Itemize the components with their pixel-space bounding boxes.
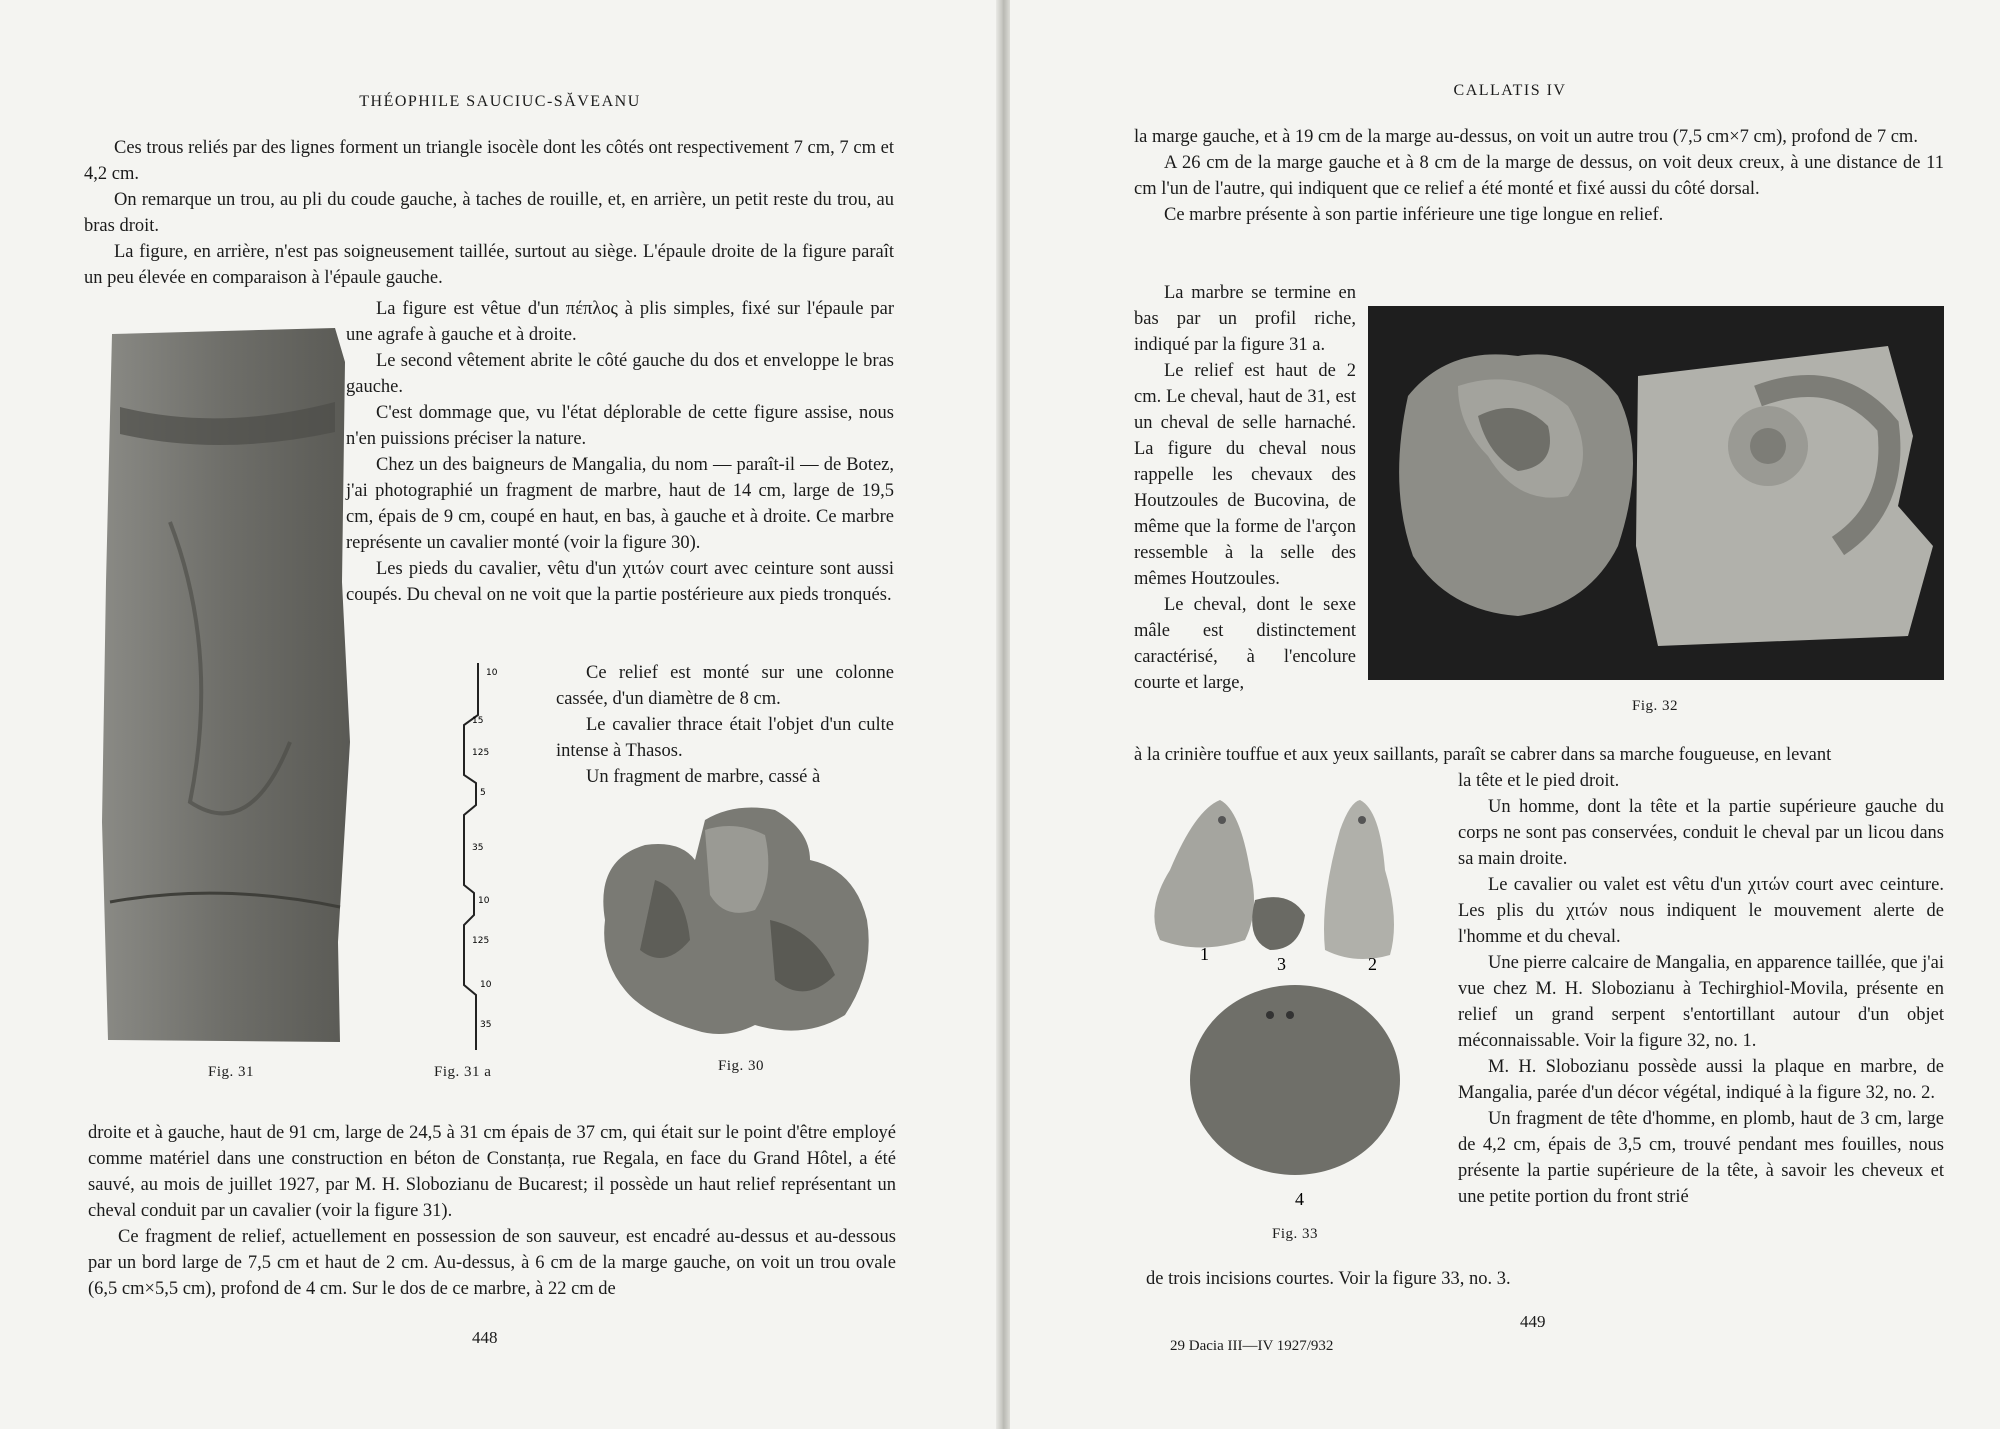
right-page [1010,0,2000,1429]
fig32-photo [1368,306,1944,680]
full-line [1134,742,1944,768]
last-line [1146,1266,1946,1292]
left-page [0,0,996,1429]
text-block-narrow [556,660,894,790]
paragraph: à la crinière touffue et aux yeux saillants, paraît se cabrer dans sa marche fougueuse, en levant [1134,745,1832,765]
paragraph: Ce fragment de relief, actuellement en possession de son sauveur, est encadré au-dessus et au-dessous par un bord large de 7,5 cm et haut de 2 cm. Au-dessus, à 6 cm de la marge gauche, on voit un trou ovale (6,5 cm×5,5 cm), profond de 4 cm. Sur le dos de ce marbre, à 22 cm de [88,1227,896,1299]
paragraph: Ce marbre présente à son partie inférieure une tige longue en relief. [1164,205,1664,225]
text-block-bottom [88,1120,896,1302]
text-block-side [1458,768,1944,1210]
fig33-label: 3 [1277,954,1286,974]
paragraph: C'est dommage que, vu l'état déplorable de cette figure assise, nous n'en puissions préciser la nature. [346,403,894,449]
paragraph: On remarque un trou, au pli du coude gauche, à taches de rouille, et, en arrière, un petit reste du trou, au bras droit. [84,190,894,236]
fig31-photo [100,322,350,1047]
profile-label: 15 [472,716,484,726]
profile-label: 10 [478,896,490,906]
fig30-photo [585,800,875,1045]
running-header: CALLATIS IV [1453,82,1567,99]
page-number: 448 [472,1328,498,1347]
paragraph: Les pieds du cavalier, vêtu d'un χιτών court avec ceinture sont aussi coupés. Du cheval on ne voit que la partie postérieure aux pieds tronqués. [346,559,894,605]
text-block-column [346,296,894,608]
profile-label: 125 [472,936,490,946]
paragraph: Le cavalier ou valet est vêtu d'un χιτών court avec ceinture. Les plis du χιτών nous indiquent le mouvement alerte de l'homme et du cheval. [1458,875,1944,947]
paragraph: A 26 cm de la marge gauche et à 8 cm de la marge de dessus, on voit deux creux, à une distance de 11 cm l'un de l'autre, qui indiquent que ce relief a été monté et fixé aussi du côté dorsal. [1134,153,1944,199]
paragraph: La figure, en arrière, n'est pas soigneusement taillée, surtout au siège. L'épaule droite de la figure paraît un peu élevée en comparaison à l'épaule gauche. [84,242,894,288]
fig31-caption: Fig. 31 [208,1064,255,1080]
fig33-label: 4 [1295,1189,1304,1209]
paragraph: Chez un des baigneurs de Mangalia, du nom — paraît-il — de Botez, j'ai photographié un fragment de marbre, haut de 14 cm, large de 19,5 cm, épais de 9 cm, coupé en haut, en bas, à gauche et à droite. Ce marbre représente un cavalier monté (voir la figure 30). [346,455,894,553]
running-header: THÉOPHILE SAUCIUC-SĂVEANU [359,93,641,110]
fig33-label: 2 [1368,954,1377,974]
profile-label: 10 [480,980,492,990]
signature-footer: 29 Dacia III—IV 1927/932 [1170,1338,1334,1354]
text-block-narrow [1134,280,1356,696]
page-number: 449 [1520,1312,1546,1331]
paragraph: Le second vêtement abrite le côté gauche du dos et enveloppe le bras gauche. [346,351,894,397]
profile-label: 125 [472,748,490,758]
paragraph: Une pierre calcaire de Mangalia, en apparence taillée, que j'ai vue chez M. H. Slobozianu à Techirghiol-Movila, présente en relief un grand serpent s'entortillant autour d'un objet méconnaissable. Voir la figure 32, no. 1. [1458,953,1944,1051]
fig33-photo [1140,790,1470,1220]
paragraph: la marge gauche, et à 19 cm de la marge au-dessus, on voit un autre trou (7,5 cm×7 cm), profond de 7 cm. [1134,127,1918,147]
profile-label: 35 [480,1020,492,1030]
fig31a-caption: Fig. 31 a [434,1064,492,1080]
text-block-top [84,135,894,291]
profile-label: 10 [486,668,498,678]
paragraph: Un fragment de marbre, cassé à [586,767,821,787]
paragraph: Le cheval, dont le sexe mâle est distinctement caractérisé, à l'encolure courte et large, [1134,595,1356,693]
profile-label: 35 [472,843,484,853]
paragraph: Ces trous reliés par des lignes forment un triangle isocèle dont les côtés ont respectivement 7 cm, 7 cm et 4,2 cm. [84,138,894,184]
fig32-caption: Fig. 32 [1632,698,1679,714]
fig33-caption: Fig. 33 [1272,1226,1319,1242]
paragraph: Le cavalier thrace était l'objet d'un culte intense à Thasos. [556,715,894,761]
book-gutter [996,0,1010,1429]
paragraph: Un fragment de tête d'homme, en plomb, haut de 3 cm, large de 4,2 cm, épais de 3,5 cm, trouvé pendant mes fouilles, nous présente la partie supérieure de la tête, à savoir les cheveux et une petite portion du front strié [1458,1109,1944,1207]
paragraph: Un homme, dont la tête et la partie supérieure gauche du corps ne sont pas conservées, conduit le cheval par un licou dans sa main droite. [1458,797,1944,869]
fig31a-profile-drawing [450,655,540,1060]
paragraph: la tête et le pied droit. [1458,771,1620,791]
paragraph: La marbre se termine en bas par un profil riche, indiqué par la figure 31 a. [1134,283,1356,355]
text-block-top [1134,124,1944,228]
fig30-caption: Fig. 30 [718,1058,765,1074]
paragraph: droite et à gauche, haut de 91 cm, large de 24,5 à 31 cm épais de 37 cm, qui était sur le point d'être employé comme matériel dans une construction en béton de Constanța, rue Regala, en face du Grand Hôtel, a été sauvé, au mois de juillet 1927, par M. H. Slobozianu de Bucarest; il possède un haut relief représentant un cheval conduit par un cavalier (voir la figure 31). [88,1123,896,1221]
paragraph: de trois incisions courtes. Voir la figure 33, no. 3. [1146,1269,1511,1289]
paragraph-text: La figure est vêtue d'un πέπλος à plis simples, fixé sur l'épaule par une agrafe à gauche et à droite. [346,299,894,345]
paragraph: M. H. Slobozianu possède aussi la plaque en marbre, de Mangalia, parée d'un décor végétal, indiqué à la figure 32, no. 2. [1458,1057,1944,1103]
profile-label: 5 [480,788,486,798]
paragraph: Ce relief est monté sur une colonne cassée, d'un diamètre de 8 cm. [556,663,894,709]
fig33-label: 1 [1200,944,1209,964]
paragraph: Le relief est haut de 2 cm. Le cheval, haut de 31, est un cheval de selle harnaché. La figure du cheval nous rappelle les chevaux des Houtzoules de Bucovina, de même que la forme de l'arçon ressemble à la selle des mêmes Houtzoules. [1134,361,1356,589]
paragraph [346,296,894,348]
